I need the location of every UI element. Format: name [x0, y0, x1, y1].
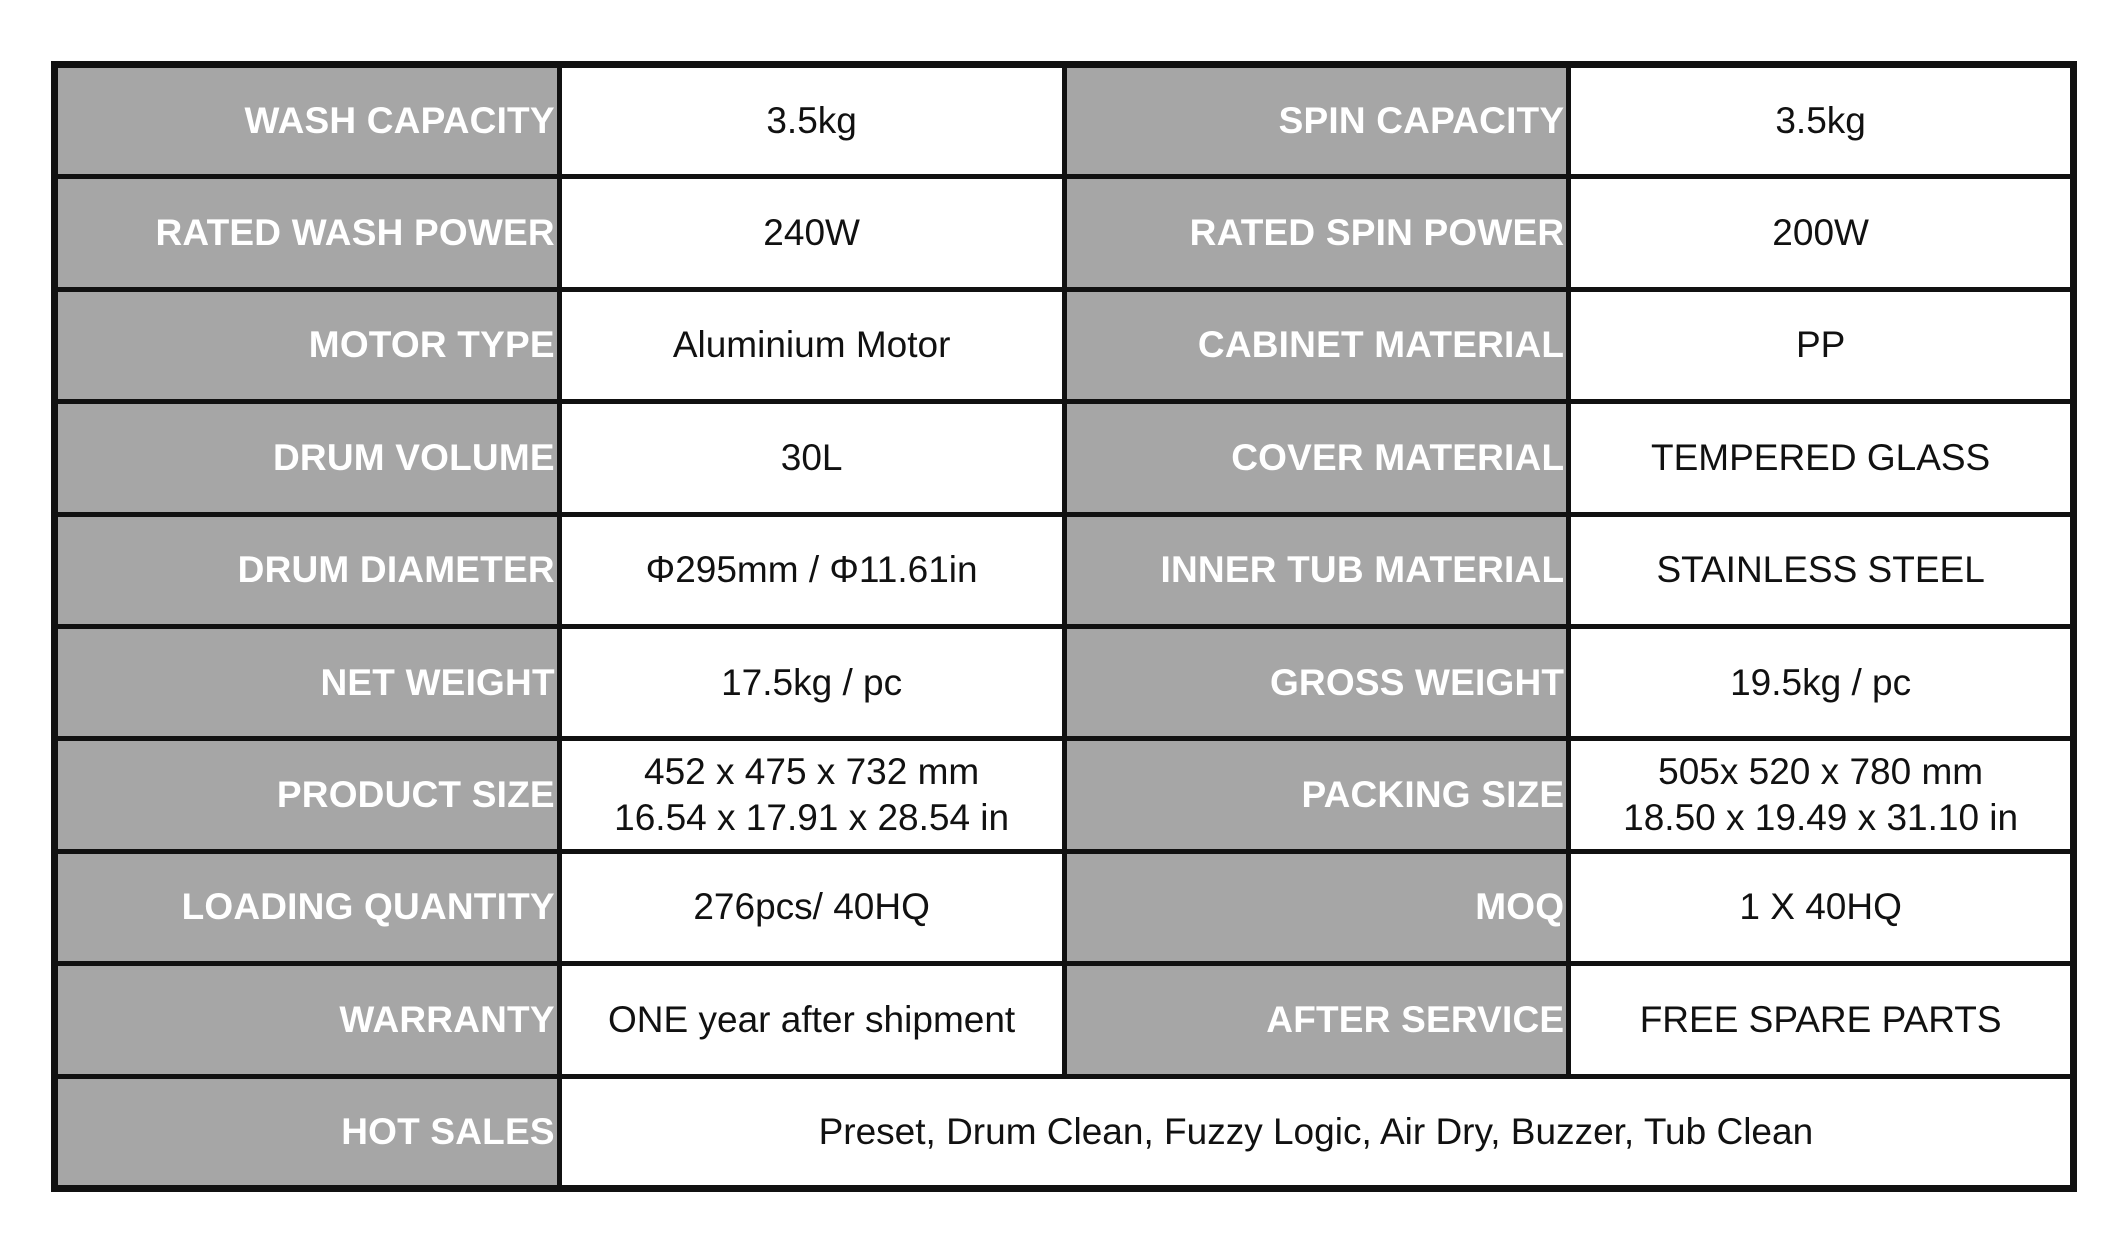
spec-table [51, 61, 2077, 1192]
spec-label: INNER TUB MATERIAL [1064, 514, 1569, 626]
spec-label: NET WEIGHT [55, 626, 560, 738]
spec-value: 19.5kg / pc [1569, 626, 2074, 738]
spec-label: MOQ [1064, 851, 1569, 963]
spec-value: FREE SPARE PARTS [1569, 964, 2074, 1076]
spec-value: Aluminium Motor [559, 289, 1064, 401]
table-row [55, 177, 2074, 289]
spec-value-line: 505x 520 x 780 mm [1658, 751, 1984, 793]
spec-label: WASH CAPACITY [55, 65, 560, 177]
spec-label: CABINET MATERIAL [1064, 289, 1569, 401]
table-row [55, 626, 2074, 738]
table-row [55, 402, 2074, 514]
table-row [55, 65, 2074, 177]
spec-value: Φ295mm / Φ11.61in [559, 514, 1064, 626]
table-row [55, 739, 2074, 851]
spec-value: 3.5kg [559, 65, 1064, 177]
hot-sales-label: HOT SALES [55, 1076, 560, 1188]
spec-label: SPIN CAPACITY [1064, 65, 1569, 177]
spec-value [1569, 739, 2074, 851]
spec-label: PACKING SIZE [1064, 739, 1569, 851]
spec-label: COVER MATERIAL [1064, 402, 1569, 514]
table-row [55, 289, 2074, 401]
spec-value: 30L [559, 402, 1064, 514]
spec-value-line: 18.50 x 19.49 x 31.10 in [1623, 797, 2019, 839]
spec-value: 1 X 40HQ [1569, 851, 2074, 963]
spec-value: 240W [559, 177, 1064, 289]
spec-value: 17.5kg / pc [559, 626, 1064, 738]
spec-value: 200W [1569, 177, 2074, 289]
spec-value: TEMPERED GLASS [1569, 402, 2074, 514]
spec-label: RATED SPIN POWER [1064, 177, 1569, 289]
spec-label: LOADING QUANTITY [55, 851, 560, 963]
spec-label: MOTOR TYPE [55, 289, 560, 401]
spec-value: 3.5kg [1569, 65, 2074, 177]
spec-value: PP [1569, 289, 2074, 401]
table-row [55, 851, 2074, 963]
spec-value-line: 452 x 475 x 732 mm [644, 751, 980, 793]
table-row [55, 964, 2074, 1076]
spec-label: RATED WASH POWER [55, 177, 560, 289]
spec-label: DRUM DIAMETER [55, 514, 560, 626]
table-row-hot-sales [55, 1076, 2074, 1188]
spec-label: PRODUCT SIZE [55, 739, 560, 851]
table-row [55, 514, 2074, 626]
spec-label: AFTER SERVICE [1064, 964, 1569, 1076]
spec-label: DRUM VOLUME [55, 402, 560, 514]
spec-value: STAINLESS STEEL [1569, 514, 2074, 626]
spec-value: ONE year after shipment [559, 964, 1064, 1076]
spec-value: 276pcs/ 40HQ [559, 851, 1064, 963]
spec-label: WARRANTY [55, 964, 560, 1076]
spec-label: GROSS WEIGHT [1064, 626, 1569, 738]
hot-sales-value: Preset, Drum Clean, Fuzzy Logic, Air Dry, Buzzer, Tub Clean [559, 1076, 2073, 1188]
spec-value [559, 739, 1064, 851]
spec-value-line: 16.54 x 17.91 x 28.54 in [614, 797, 1010, 839]
